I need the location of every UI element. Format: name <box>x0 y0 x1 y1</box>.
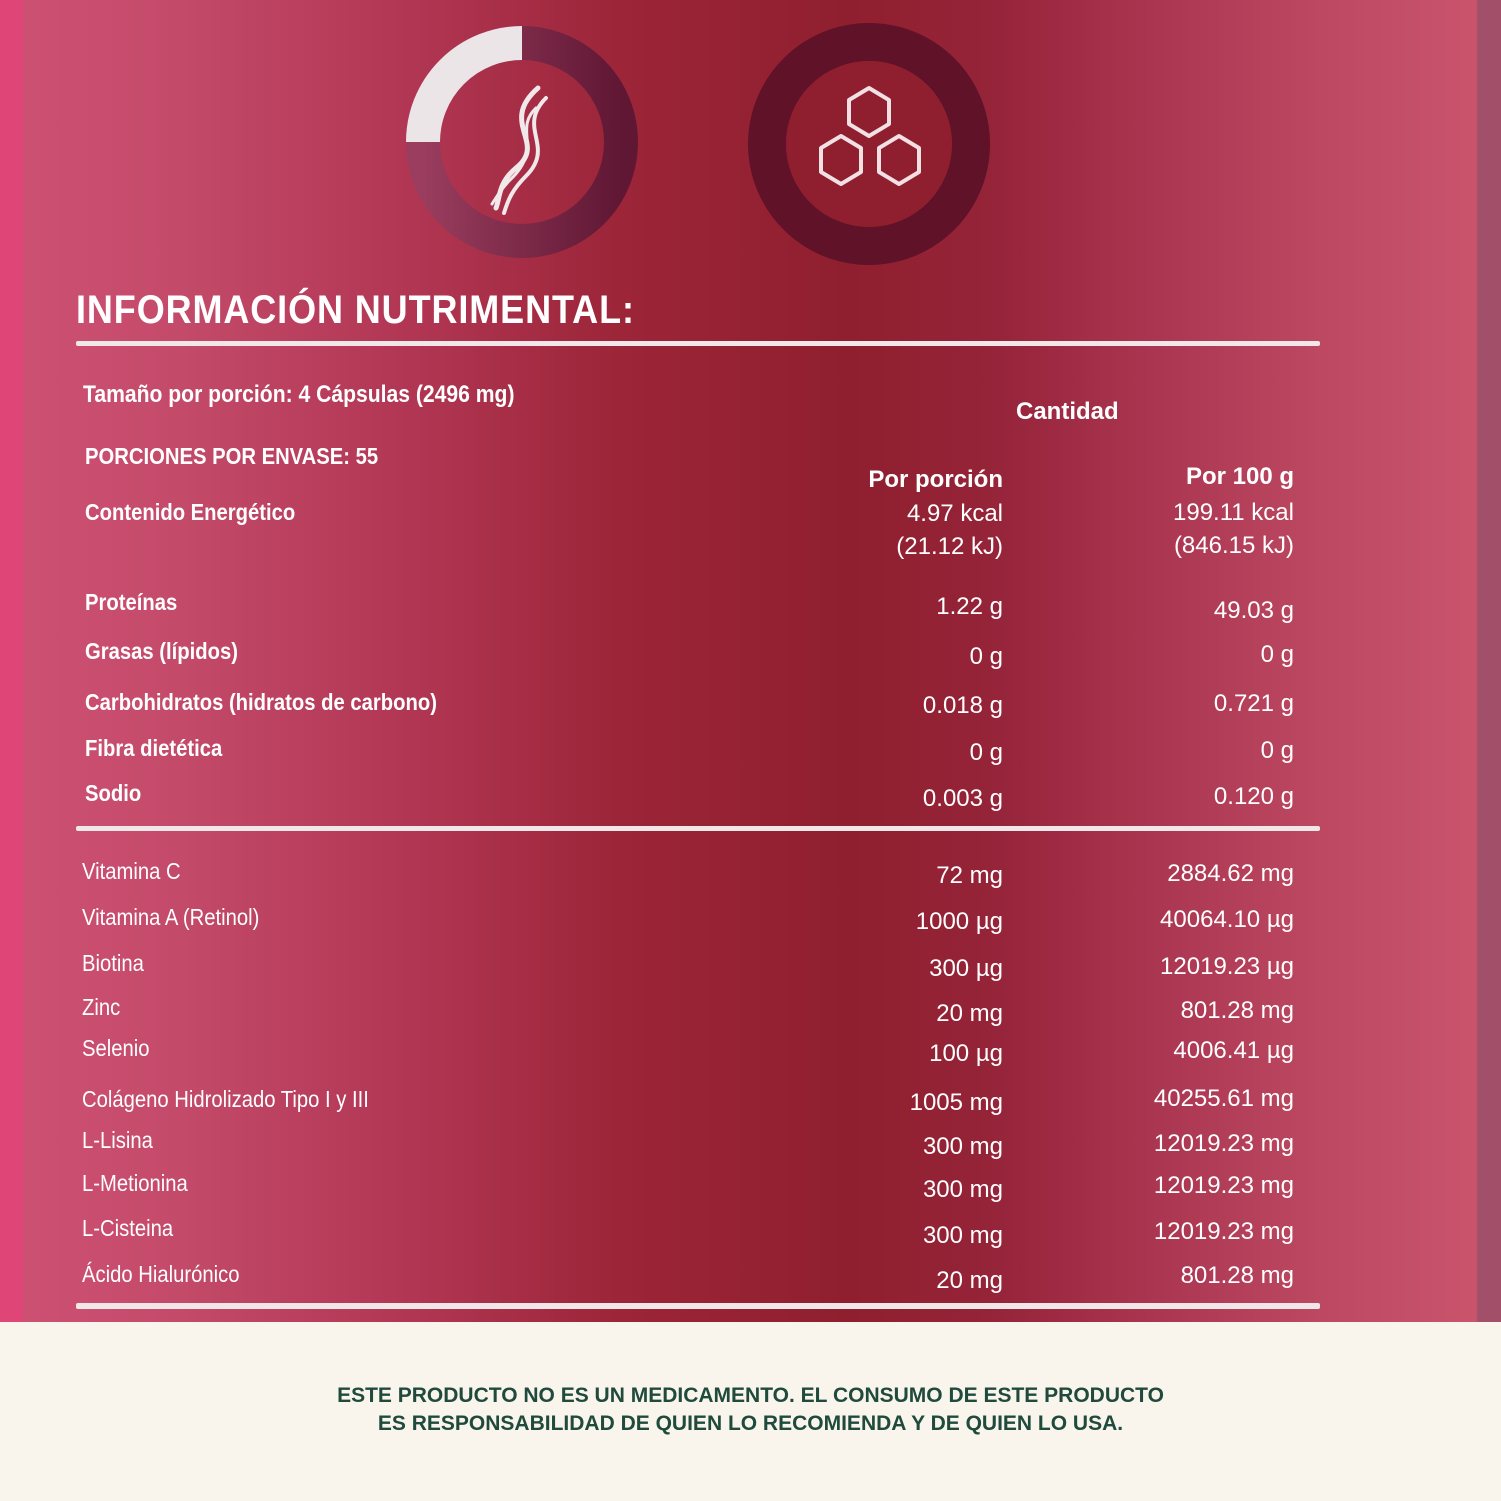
nutrient-per-serving: 300 mg <box>922 1176 1003 1203</box>
nutrient-label: L-Cisteina <box>82 1215 174 1241</box>
nutrient-per-serving: 300 mg <box>922 1222 1003 1249</box>
macro-per-100g: 0.721 g <box>1213 690 1294 717</box>
nutrient-label: Selenio <box>82 1035 150 1061</box>
column-header-per-serving: Por porción <box>868 466 1003 493</box>
nutrient-label: Colágeno Hidrolizado Tipo I y III <box>82 1086 369 1112</box>
macro-per-serving: 0 g <box>969 643 1003 670</box>
energy-per-100g-kj: (846.15 kJ) <box>1173 532 1294 559</box>
macro-label: Proteínas <box>85 589 178 615</box>
nutrient-per-serving: 100 µg <box>929 1040 1003 1067</box>
nutrient-per-100g: 12019.23 mg <box>1153 1130 1294 1157</box>
disclaimer <box>0 1382 1501 1438</box>
nutrient-per-serving: 20 mg <box>936 1000 1003 1027</box>
nutrient-label: Vitamina A (Retinol) <box>82 904 260 930</box>
column-group-header: Cantidad <box>1016 398 1119 425</box>
macro-per-serving: 0.003 g <box>922 785 1003 812</box>
nutrient-label: L-Metionina <box>82 1170 188 1196</box>
macro-per-100g: 0 g <box>1260 641 1294 668</box>
energy-per-serving-kj: (21.12 kJ) <box>896 533 1003 560</box>
macro-label: Sodio <box>85 780 142 806</box>
nutrient-per-100g: 801.28 mg <box>1180 1262 1294 1289</box>
disclaimer-line: ESTE PRODUCTO NO ES UN MEDICAMENTO. EL CONSUMO DE ESTE PRODUCTO <box>337 1384 1164 1407</box>
page-title: INFORMACIÓN NUTRIMENTAL: <box>76 288 635 332</box>
nutrient-per-100g: 12019.23 µg <box>1160 953 1294 980</box>
nutrient-per-100g: 12019.23 mg <box>1153 1218 1294 1245</box>
nutrient-label: Zinc <box>82 994 121 1020</box>
disclaimer-line: ES RESPONSABILIDAD DE QUIEN LO RECOMIENDA Y DE QUIEN LO USA. <box>377 1412 1124 1435</box>
nutrient-label: Biotina <box>82 950 144 976</box>
macro-label: Carbohidratos (hidratos de carbono) <box>85 689 437 715</box>
macro-per-100g: 0 g <box>1260 737 1294 764</box>
nutrient-per-100g: 2884.62 mg <box>1167 860 1294 887</box>
servings-per-container: PORCIONES POR ENVASE: 55 <box>85 443 379 469</box>
energy-per-serving-kcal: 4.97 kcal <box>906 500 1003 527</box>
macro-per-serving: 1.22 g <box>936 593 1003 620</box>
nutrient-per-serving: 72 mg <box>936 862 1003 889</box>
macro-label: Fibra dietética <box>85 735 223 761</box>
nutrient-per-serving: 1000 µg <box>915 908 1003 935</box>
divider <box>76 826 1320 831</box>
nutrient-per-100g: 40064.10 µg <box>1160 906 1294 933</box>
nutrient-per-serving: 20 mg <box>936 1267 1003 1294</box>
nutrient-label: L-Lisina <box>82 1127 153 1153</box>
serving-size: Tamaño por porción: 4 Cápsulas (2496 mg) <box>83 381 515 408</box>
nutrient-label: Vitamina C <box>82 858 181 884</box>
molecule-hexagon-icon <box>743 18 995 270</box>
macro-per-serving: 0.018 g <box>922 692 1003 719</box>
nutrient-per-100g: 801.28 mg <box>1180 997 1294 1024</box>
nutrient-label: Ácido Hialurónico <box>82 1261 240 1287</box>
hair-strand-ring-icon <box>398 18 648 268</box>
nutrient-per-serving: 300 mg <box>922 1133 1003 1160</box>
nutrient-per-serving: 1005 mg <box>909 1089 1003 1116</box>
energy-per-100g-kcal: 199.11 kcal <box>1173 499 1294 526</box>
nutrient-per-100g: 4006.41 µg <box>1173 1037 1294 1064</box>
macro-per-serving: 0 g <box>969 739 1003 766</box>
energy-label: Contenido Energético <box>85 499 296 525</box>
divider <box>76 1303 1320 1309</box>
macro-per-100g: 0.120 g <box>1213 783 1294 810</box>
nutrient-per-serving: 300 µg <box>929 955 1003 982</box>
nutrient-per-100g: 12019.23 mg <box>1153 1172 1294 1199</box>
divider <box>76 341 1320 346</box>
macro-per-100g: 49.03 g <box>1213 597 1294 624</box>
nutrient-per-100g: 40255.61 mg <box>1153 1085 1294 1112</box>
column-header-per-100g: Por 100 g <box>1185 463 1294 490</box>
macro-label: Grasas (lípidos) <box>85 638 238 664</box>
